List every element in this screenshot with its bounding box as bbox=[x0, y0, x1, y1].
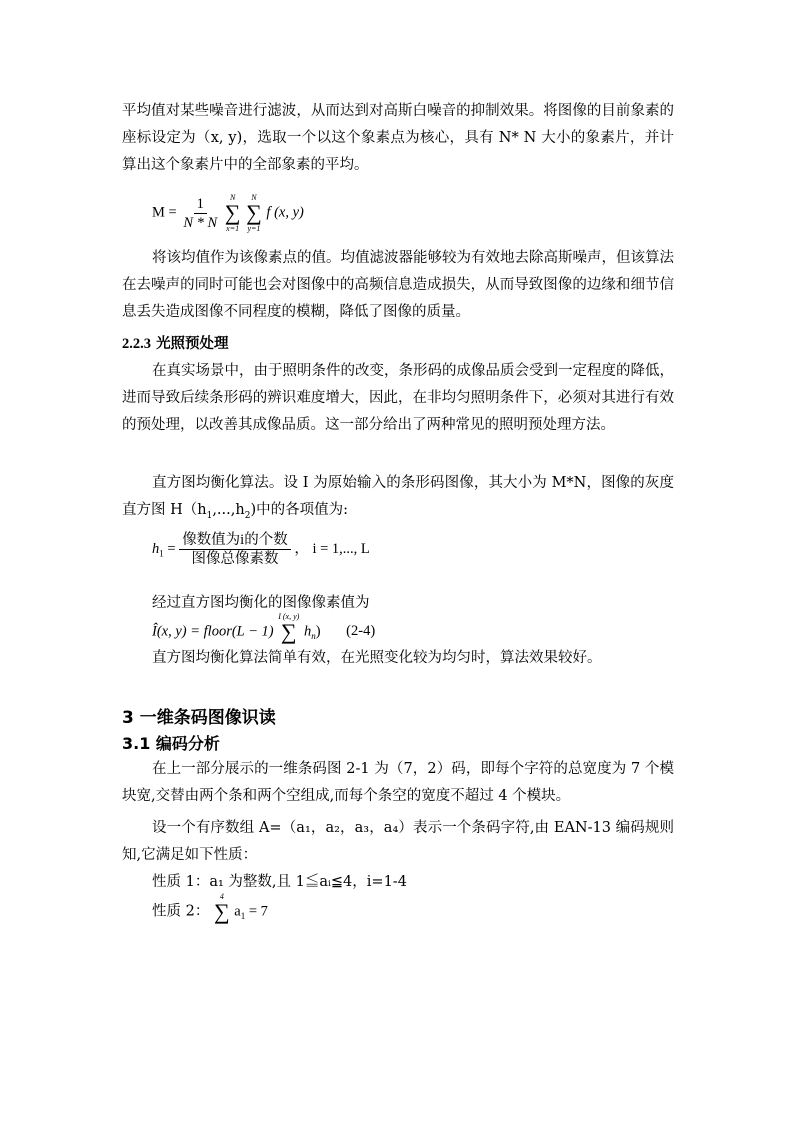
eq2-numerator: 像数值为i的个数 bbox=[179, 531, 291, 550]
eq3-lhs: Î(x, y) = floor(L − 1) bbox=[152, 623, 274, 640]
equation-mean bbox=[152, 193, 304, 233]
paragraph-ordered-array: 设一个有序数组 A=（a₁，a₂，a₃，a₄）表示一个条码字符,由 EAN-13 编码规则知,它满足如下性质： bbox=[122, 820, 674, 863]
paragraph-mean-filter-intro: 平均值对某些噪音进行滤波，从而达到对高斯白噪音的抑制效果。将图像的目前象素的座标设定为（x, y)，选取一个以这个象素点为核心，具有 N* N 大小的象素片，并计算出这个象素片中的全部象素的平均。 bbox=[122, 103, 674, 173]
property-2-label: 性质 2： bbox=[152, 903, 210, 920]
heading-2-2-3 bbox=[122, 332, 229, 353]
eq1-numerator: 1 bbox=[194, 195, 207, 214]
eq3-h-sub: n bbox=[311, 631, 316, 642]
paragraph-equalized-value: 经过直方图均衡化的图像像素值为 bbox=[152, 595, 370, 611]
paragraph-equalization-summary: 直方图均衡化算法简单有效，在光照变化较为均匀时，算法效果较好。 bbox=[152, 650, 602, 666]
eq1-sum-x: N ∑ x=1 bbox=[224, 193, 241, 233]
paragraph-histogram-equalization: 直方图均衡化算法。设 I 为原始输入的条形码图像，其大小为 M*N，图像的灰度直方图 $H(h_1,...,h_2)$中的各项值为: bbox=[122, 475, 674, 521]
eq4-body: a bbox=[234, 903, 241, 920]
eq4-sum: 4 ∑ bbox=[213, 892, 230, 924]
eq1-lhs: M = bbox=[152, 204, 177, 221]
eq1-fraction bbox=[180, 195, 220, 232]
equation-histogram: $h_1$ = $\frac{\text{像数值为i的个数}}{\text{图像总像素数}}$ ， i = 1,..., L bbox=[152, 532, 370, 567]
heading-2-2-3-number: 2.2.3 bbox=[122, 336, 151, 352]
eq3-label: (2-4) bbox=[346, 623, 376, 640]
eq2-lhs-sub: 1 bbox=[159, 548, 164, 559]
eq1-function: f (x, y) bbox=[266, 204, 304, 221]
eq1-sum-y-top: N bbox=[251, 193, 257, 202]
heading-2-2-3-title: 光照预处理 bbox=[156, 336, 229, 352]
eq3-sum-top: I (x, y) bbox=[278, 612, 300, 621]
eq4-rhs: = 7 bbox=[245, 903, 268, 920]
para-hist-part-a: 直方图均衡化算法。设 I 为原始输入的条形码图像，其大小为 M*N，图像的灰度直方图 H（h bbox=[122, 475, 674, 518]
eq1-sum-x-bottom: x=1 bbox=[226, 224, 240, 233]
eq2-fraction bbox=[179, 531, 291, 568]
eq2-denominator: 图像总像素数 bbox=[191, 551, 279, 567]
eq1-denominator: N * N bbox=[183, 214, 218, 231]
eq2-range: ， i = 1,..., L bbox=[294, 540, 370, 557]
eq4-sum-top: 4 bbox=[219, 892, 224, 901]
eq1-sum-y-bottom: y=1 bbox=[247, 224, 261, 233]
eq1-sum-y: N ∑ y=1 bbox=[246, 193, 262, 233]
property-1: 性质 1：a₁ 为整数,且 1≦aᵢ≦4，i=1-4 bbox=[152, 874, 407, 890]
eq1-sum-x-top: N bbox=[229, 193, 236, 202]
heading-3-1: 3.1 编码分析 bbox=[122, 734, 220, 753]
eq2-lhs: h bbox=[152, 540, 160, 557]
eq3-h: h bbox=[303, 623, 312, 640]
paragraph-encoding-analysis: 在上一部分展示的一维条码图 2-1 为（7，2）码，即每个字符的总宽度为 7 个模块宽,交替由两个条和两个空组成,而每个条空的宽度不超过 4 个模块。 bbox=[122, 761, 674, 804]
property-2 bbox=[152, 892, 268, 932]
para-hist-part-b: ,...,h bbox=[212, 502, 245, 518]
paragraph-mean-filter-effect: 将该均值作为该像素点的值。均值滤波器能够较为有效地去除高斯噪声，但该算法在去噪声的同时可能也会对图像中的高频信息造成损失，从而导致图像的边缘和细节信息丢失造成图像不同程度的模糊，降低了图像的质量。 bbox=[122, 250, 674, 320]
eq4-sub: 1 bbox=[240, 911, 246, 922]
para-hist-part-c: )中的各项值为: bbox=[250, 502, 348, 518]
eq3-sum: I (x, y) ∑ bbox=[278, 612, 300, 644]
heading-3: 3 一维条码图像识读 bbox=[122, 708, 276, 728]
eq3-tail: ) bbox=[315, 623, 321, 640]
paragraph-illumination: 在真实场景中，由于照明条件的改变，条形码的成像品质会受到一定程度的降低，进而导致后续条形码的辨识难度增大，因此，在非均匀照明条件下，必须对其进行有效的预处理，以改善其成像品质。这一部分给出了两种常见的照明预处理方法。 bbox=[122, 363, 674, 433]
